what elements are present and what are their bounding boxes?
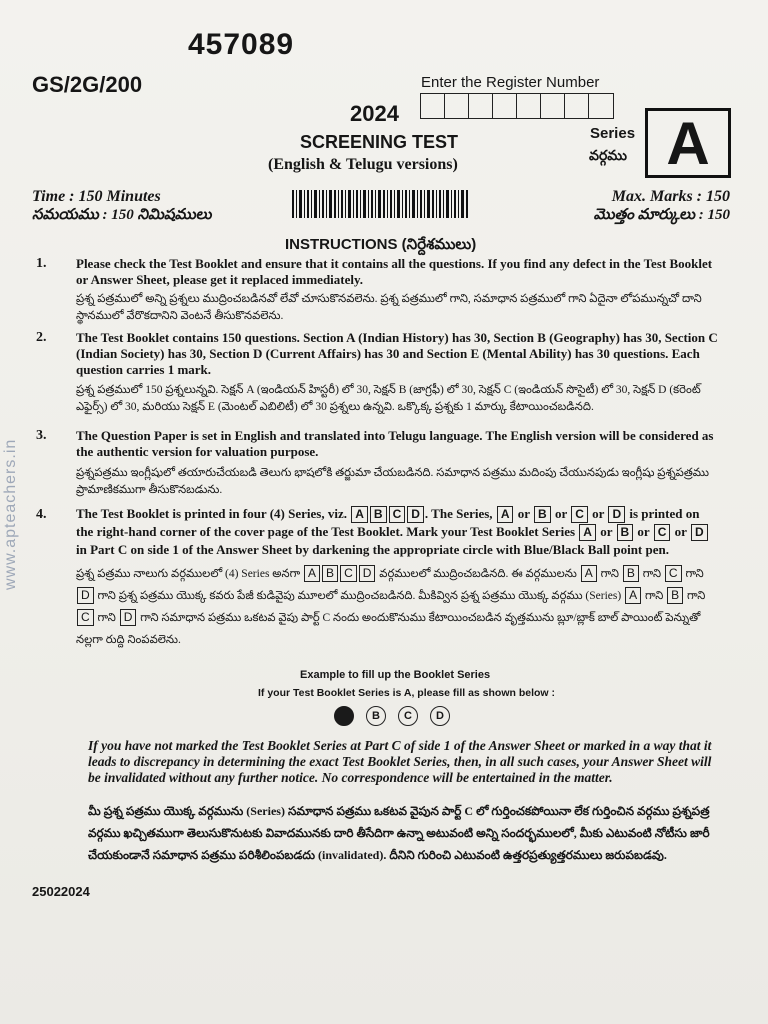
- instruction-te: ప్రశ్న పత్రములో 150 ప్రశ్నలున్నవి. సెక్షన్ A (ఇండియన్ హిస్టరీ) లో 30, సెక్షన్ B (జాగ్రఫీ) లో 30, సెక్షన్ C (ఇండియన్ సొసైటీ) లో 30, సెక్షన్ D (కరెంట్ ఎఫైర్స్) లో 30, మరియు సెక్షన్ E (మెంటల్ ఎబిలిటీ) లో 30 ప్రశ్నలు ఉన్నవి. ఒక్కొక్క ప్రశ్నకు 1 మార్కు కేటాయించబడినది.: [76, 384, 701, 413]
- instruction-te: ప్రశ్నపత్రము ఇంగ్లీషులో తయారుచేయబడి తెలుగు భాషలోకి తర్జుమా చేయబడినది. సమాధాన పత్రము మదింపు చేయునపుడు ఇంగ్లీషు ప్రశ్నపత్రము ప్రామాణికముగా తీసుకొనబడును.: [76, 467, 709, 496]
- instruction-en-part: is printed on the right-hand corner of the cover page of the Test Booklet. Mark your Test Booklet Series: [76, 506, 700, 539]
- serial-number: 457089: [188, 28, 295, 61]
- series-box-b: B: [667, 587, 683, 604]
- series-box-b: B: [617, 524, 634, 541]
- time-te: సమయము : 150 నిమిషములు: [32, 207, 212, 223]
- warning-te: మీ ప్రశ్న పత్రము యొక్క వర్గమును (Series) సమాధాన పత్రము ఒకటవ వైపున పార్ట్ C లో గుర్తించకపోయినా లేక గుర్తించిన వర్గము ప్రశ్నపత్ర వర్గము ఖచ్చితముగా తెలుసుకొనుటకు వివాదమునకు దారి తీసేదిగా ఉన్నా అటువంటి అన్ని సందర్భములలో, మీకు ఎటువంటి నోటీసు జారీ చేయకుండానే సమాధాన పత్రము పరిశీలింపబడదు (invalidated). దీనిని గురించి ఎటువంటి ఉత్తరప్రత్యుత్తరములు జరుపబడవు.: [88, 804, 710, 862]
- series-box-d: D: [77, 587, 94, 604]
- series-box-a: A: [351, 506, 368, 523]
- series-label-en: Series: [590, 125, 636, 142]
- item-number: 4.: [36, 507, 47, 522]
- instruction-te-part: గాని ప్రశ్న పత్రము యొక్క కవరు పేజీ కుడివైపు మూలలో ముద్రించబడినది. మీకివ్విన ప్రశ్న పత్రము యొక్క వర్గము (Series): [97, 590, 622, 602]
- or-text: or: [637, 524, 650, 539]
- instruction-te-part: వర్గములలో ముద్రించబడినది. ఈ వర్గములను: [379, 568, 577, 580]
- series-box-a: A: [625, 587, 641, 604]
- instruction-en-part: The Test Booklet is printed in four (4) Series, viz.: [76, 506, 347, 521]
- register-box[interactable]: [589, 94, 613, 118]
- instruction-item-4: [76, 505, 718, 651]
- instruction-en: Please check the Test Booklet and ensure that it contains all the questions. If you find any defect in the Test Booklet or Answer Sheet, please get it replaced immediately.: [76, 256, 713, 287]
- instruction-en-part: The Series,: [431, 506, 493, 521]
- item-number: 3.: [36, 428, 47, 443]
- series-box-b: B: [322, 565, 338, 582]
- series-box-c: C: [77, 609, 94, 626]
- example-subtitle: If your Test Booklet Series is A, please fill as shown below :: [258, 687, 555, 699]
- gani-text: గాని: [97, 612, 116, 624]
- gani-text: గాని: [687, 590, 706, 602]
- series-box-c: C: [571, 506, 588, 523]
- series-box-d: D: [120, 609, 137, 626]
- or-text: or: [592, 506, 605, 521]
- or-text: or: [600, 524, 613, 539]
- item-number: 2.: [36, 330, 47, 345]
- series-label-te: వర్గము: [589, 149, 627, 164]
- barcode-icon: [292, 190, 468, 218]
- bubble-a-filled: [334, 706, 354, 726]
- gani-text: గాని: [642, 568, 662, 580]
- watermark: www.apteachers.in: [2, 438, 19, 590]
- example-title: Example to fill up the Booklet Series: [300, 669, 491, 681]
- series-box-d: D: [359, 565, 376, 582]
- register-box[interactable]: [565, 94, 589, 118]
- series-box-a: A: [581, 565, 597, 582]
- register-box[interactable]: [517, 94, 541, 118]
- series-box-b: B: [370, 506, 387, 523]
- series-box-a: A: [497, 506, 514, 523]
- max-marks-en: Max. Marks : 150: [611, 188, 730, 205]
- example-bubbles: [334, 706, 450, 726]
- bubble-d: D: [430, 706, 450, 726]
- series-box-c: C: [654, 524, 671, 541]
- instruction-en: The Question Paper is set in English and translated into Telugu language. The English version will be considered as the authentic version for valuation purpose.: [76, 428, 714, 459]
- instruction-en-part: in Part C on side 1 of the Answer Sheet by darkening the appropriate circle with Blue/Black Ball point pen.: [76, 542, 669, 557]
- max-marks-te: మొత్తం మార్కులు : 150: [593, 207, 730, 223]
- register-box[interactable]: [469, 94, 493, 118]
- item-number: 1.: [36, 256, 47, 271]
- register-number-label: Enter the Register Number: [421, 74, 600, 91]
- test-title: SCREENING TEST: [300, 132, 459, 152]
- gani-text: గాని: [685, 568, 704, 580]
- series-box-c: C: [389, 506, 406, 523]
- series-box-a: A: [579, 524, 596, 541]
- instruction-te: [76, 563, 718, 651]
- gani-text: గాని: [600, 568, 619, 580]
- register-box[interactable]: [421, 94, 445, 118]
- instruction-item-2: [76, 330, 718, 416]
- instruction-item-3: [76, 428, 718, 499]
- series-box-c: C: [340, 565, 357, 582]
- register-box[interactable]: [541, 94, 565, 118]
- footer-code: 25022024: [32, 884, 90, 899]
- instruction-en: The Test Booklet contains 150 questions. Section A (Indian History) has 30, Section B (Geography) has 30, Section C (Indian Society) has 30, Section D (Current Affairs) has 30 and Section E (Mental Ability) has 30 questions. Each question carries 1 mark.: [76, 330, 718, 377]
- time-en: Time : 150 Minutes: [32, 188, 161, 205]
- instruction-te-part: గాని సమాధాన పత్రము ఒకటవ వైపు పార్ట్ C నందు అందుకొనుము కేటాయించబడిన వృత్తమును బ్లూ/బ్లాక్ బాల్ పాయింట్ పెన్నుతో నల్లగా రుద్ది నింపవలెను.: [76, 612, 701, 646]
- series-box-d: D: [608, 506, 625, 523]
- bubble-b: B: [366, 706, 386, 726]
- booklet-code: GS/2G/200: [32, 72, 143, 97]
- versions-note: (English & Telugu versions): [268, 156, 458, 173]
- instructions-title: INSTRUCTIONS (నిర్దేశములు): [285, 236, 477, 253]
- instruction-te: ప్రశ్న పత్రములో అన్ని ప్రశ్నలు ముద్రించబడినవో లేవో చూసుకొనవలెను. ప్రశ్న పత్రములో గాని, సమాధాన పత్రములో గాని ఏదైనా లోపమున్నచో దాని స్థానములో వేరొకదానిని వెంటనే తీసుకొనవలెను.: [76, 293, 702, 322]
- warning-en: If you have not marked the Test Booklet Series at Part C of side 1 of the Answer Sheet or marked in a way that it leads to discrepancy in determining the exact Test Booklet Series, then, in all such cases, your Answer Sheet will be invalidated without any further notice. No correspondence will be entertained in the matter.: [88, 738, 712, 785]
- series-box-d: D: [691, 524, 708, 541]
- or-text: or: [517, 506, 530, 521]
- series-box-c: C: [665, 565, 682, 582]
- instruction-item-1: [76, 256, 718, 325]
- series-box-b: B: [623, 565, 639, 582]
- series-box-a: A: [304, 565, 320, 582]
- or-text: or: [674, 524, 687, 539]
- or-text: or: [554, 506, 567, 521]
- exam-year: 2024: [350, 101, 399, 126]
- series-box-b: B: [534, 506, 551, 523]
- instruction-en: The Test Booklet is printed in four (4) Series, viz. A B C D . The Series, A or B or C or D is printed on the right-hand corner of the cover page of the Test Booklet. Mark your Test Booklet Series A or B or C or D in Part C on side 1 of the Answer Sheet by darkening the appropriate circle with Blue/Black Ball point pen.: [76, 505, 718, 559]
- series-letter-box: A: [645, 108, 731, 178]
- bubble-c: C: [398, 706, 418, 726]
- series-box-d: D: [407, 506, 424, 523]
- gani-text: గాని: [644, 590, 664, 602]
- register-box[interactable]: [445, 94, 469, 118]
- register-box[interactable]: [493, 94, 517, 118]
- instruction-te-part: ప్రశ్న పత్రము నాలుగు వర్గములలో (4) Series అనగా: [76, 568, 301, 580]
- register-number-boxes[interactable]: [420, 93, 614, 119]
